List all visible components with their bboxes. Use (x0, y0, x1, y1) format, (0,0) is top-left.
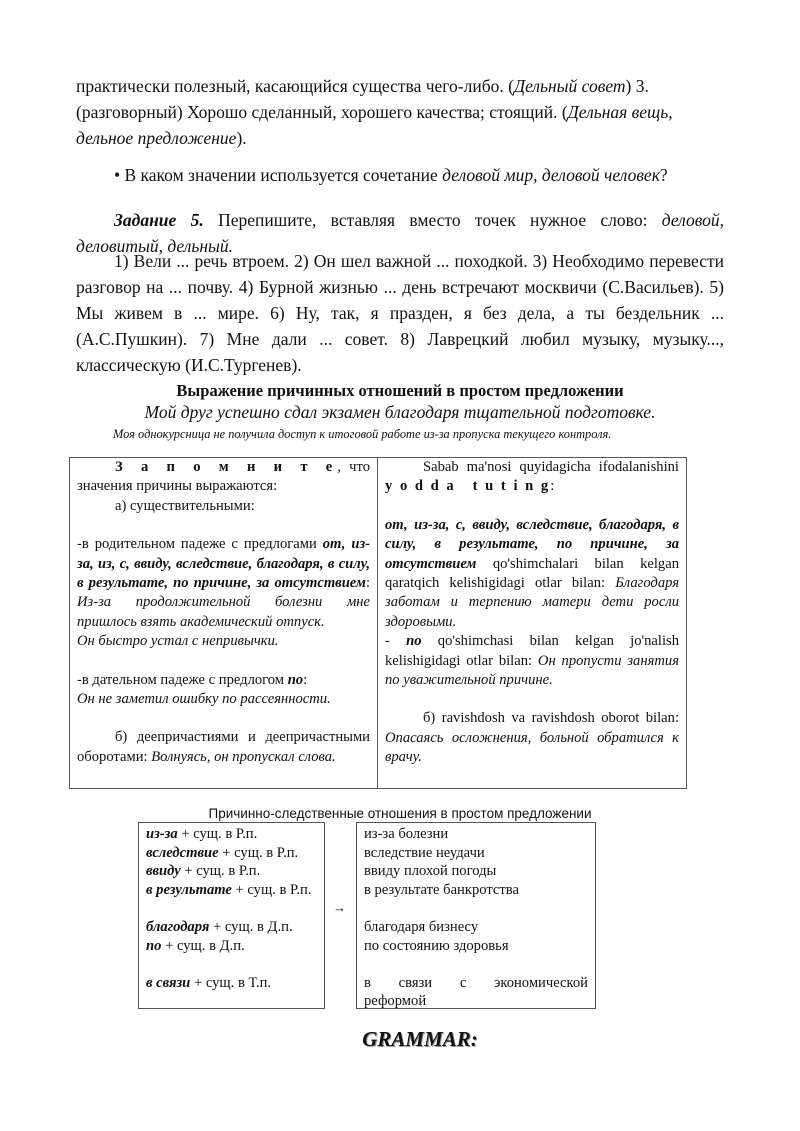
example: Дельный совет (513, 76, 626, 96)
example-phrase: в связи с экономической реформой (364, 974, 588, 1010)
examples-box (356, 822, 596, 1009)
colon: : (303, 671, 308, 688)
remember-label: З а п о м н и т е (115, 459, 338, 475)
grammar-heading: GRAMMAR: (362, 1027, 478, 1051)
formula-row (146, 862, 317, 881)
example: Волнуясь, он пропускал слова. (151, 748, 336, 765)
causal-table-title: Причинно-следственные отношения в простом предложении (208, 806, 592, 821)
rules-column-uzbek (378, 458, 686, 788)
preposition: по (406, 633, 422, 650)
uzbek-gerund-rule (385, 709, 679, 767)
task-words: деловитый, дельный. (76, 236, 233, 256)
dash: - (385, 633, 407, 650)
preposition: в результате (146, 881, 232, 898)
rules-table (69, 457, 687, 789)
example: Опасаясь осложнения, больной обратился к врачу. (385, 729, 679, 766)
formula-row (146, 825, 317, 844)
case: + сущ. в Р.п. (231, 881, 312, 898)
case: + сущ. в Р.п. (180, 863, 261, 880)
preposition: в связи (146, 974, 191, 991)
remember-intro (77, 458, 370, 497)
question (114, 162, 724, 188)
formula-row (146, 918, 317, 937)
example: Дельная вещь, (567, 102, 673, 122)
example: Он пропусти занятия по уважительной причине. (385, 652, 679, 689)
text: (разговорный) Хорошо сделанный, хорошего качества; стоящий. ( (76, 102, 568, 122)
uzbek-remember (385, 477, 679, 496)
arrow-icon: → (333, 900, 346, 915)
example-phrase: ввиду плохой погоды (364, 863, 497, 880)
example-phrase: из-за болезни (364, 826, 449, 842)
preposition: по (287, 671, 304, 688)
rule-text: qo'shimchasi bilan kelgan jo'nalish kelishigidagi otlar bilan: (385, 633, 679, 669)
text: ) 3. (625, 76, 649, 96)
uzbek-heading: Sabab ma'nosi quyidagicha ifodalanishini (423, 459, 679, 475)
example-sentence-2: Моя однокурсница не получила доступ к итоговой работе из-за пропуска текущего контроля. (113, 427, 612, 441)
dative-rule (77, 671, 370, 690)
example-phrase: благодаря бизнесу (364, 918, 479, 935)
example-phrase: в результате банкротства (364, 881, 519, 898)
gerund-rule (77, 728, 370, 767)
example: Благодаря заботам и терпению матери дети росли здоровыми. (385, 575, 679, 630)
preposition: по (146, 937, 162, 954)
example-phrase: вследствие неудачи (364, 844, 485, 861)
example: Он быстро устал с непривычки. (77, 633, 279, 650)
case: + сущ. в Р.п. (177, 826, 258, 842)
preposition: ввиду (146, 863, 181, 880)
genitive-rule (77, 535, 370, 632)
example: Он не заметил ошибку по рассеянности. (77, 691, 331, 708)
example-phrase: по состоянию здоровья (364, 937, 509, 954)
preposition-list: от, из-за, из, с, ввиду, вследствие, благодаря, в силу, в результате, по причине, за отсутствием (77, 536, 370, 592)
uzbek-genitive-rule (385, 516, 679, 632)
formula-row (146, 974, 317, 993)
uzbek-dative-rule (385, 632, 679, 690)
preposition: благодаря (146, 918, 210, 935)
preposition: из-за (146, 826, 178, 842)
formula-row (146, 937, 317, 956)
section-heading (0, 381, 800, 441)
task-label: Задание 5. (114, 210, 204, 230)
formula-row (146, 844, 317, 863)
rule-text: -в дательном падеже с предлогом (77, 671, 288, 688)
formula-row (146, 881, 317, 900)
text: ). (236, 128, 247, 148)
remember-label: y o d d a t u t i n g (385, 478, 551, 495)
question-text: • В каком значении используется сочетание (114, 165, 443, 185)
example: Из-за продолжительной болезни мне пришлось взять академический отпуск. (77, 594, 370, 630)
rules-column-russian (70, 458, 378, 788)
task-words: деловой, (661, 210, 724, 230)
question-end: ? (659, 165, 668, 185)
task-text: Перепишите, вставляя вместо точек нужное слово: (203, 210, 662, 230)
example-sentence-1: Мой друг успешно сдал экзамен благодаря тщательной подготовке. (144, 402, 656, 422)
example: дельное предложение (76, 128, 237, 148)
task5-body: 1) Вели ... речь втроем. 2) Он шел важной ... походкой. 3) Необходимо перевести разговор на ... почву. 4) Бурной жизнью ... день встречают москвичи (С.Васильев). 5) Мы живем в ... мире. 6) Ну, так, я празден, я без дела, а ты бездельник ... (А.С.Пушкин). 7) Мне дали ... совет. 8) Лаврецкий любил музыку, музыку..., классическую (И.С.Тургенев). (76, 251, 724, 375)
nouns-heading: а) существительными: (115, 497, 255, 514)
intro-text: , что значения причины выражаются: (77, 459, 371, 495)
preposition-list: от, из-за, с, ввиду, вследствие, благодаря, в силу, в результате, по причине, за отсутствием (385, 516, 679, 572)
question-term: деловой мир, деловой человек (442, 165, 660, 185)
rule-text: -в родительном падеже с предлогами (77, 536, 323, 553)
colon: : (550, 478, 555, 495)
text: практически полезный, касающийся существа чего-либо. ( (76, 76, 514, 96)
preposition: вследствие (146, 844, 219, 861)
case: + сущ. в Т.п. (190, 974, 272, 991)
case: + сущ. в Д.п. (209, 918, 293, 935)
section-title: Выражение причинных отношений в простом предложении (176, 381, 624, 400)
colon: : (365, 575, 370, 592)
case: + сущ. в Д.п. (161, 937, 245, 954)
definition-paragraph (76, 73, 724, 151)
case: + сущ. в Р.п. (218, 844, 299, 861)
rule-text: б) ravishdosh va ravishdosh oborot bilan: (423, 710, 679, 727)
rule-text: qo'shimchalari bilan kelgan qaratqich kelishigidagi otlar bilan: (385, 555, 679, 592)
preposition-formula-box (138, 822, 325, 1009)
rule-text: б) деепричастиями и деепричастными оборотами: (77, 729, 370, 765)
